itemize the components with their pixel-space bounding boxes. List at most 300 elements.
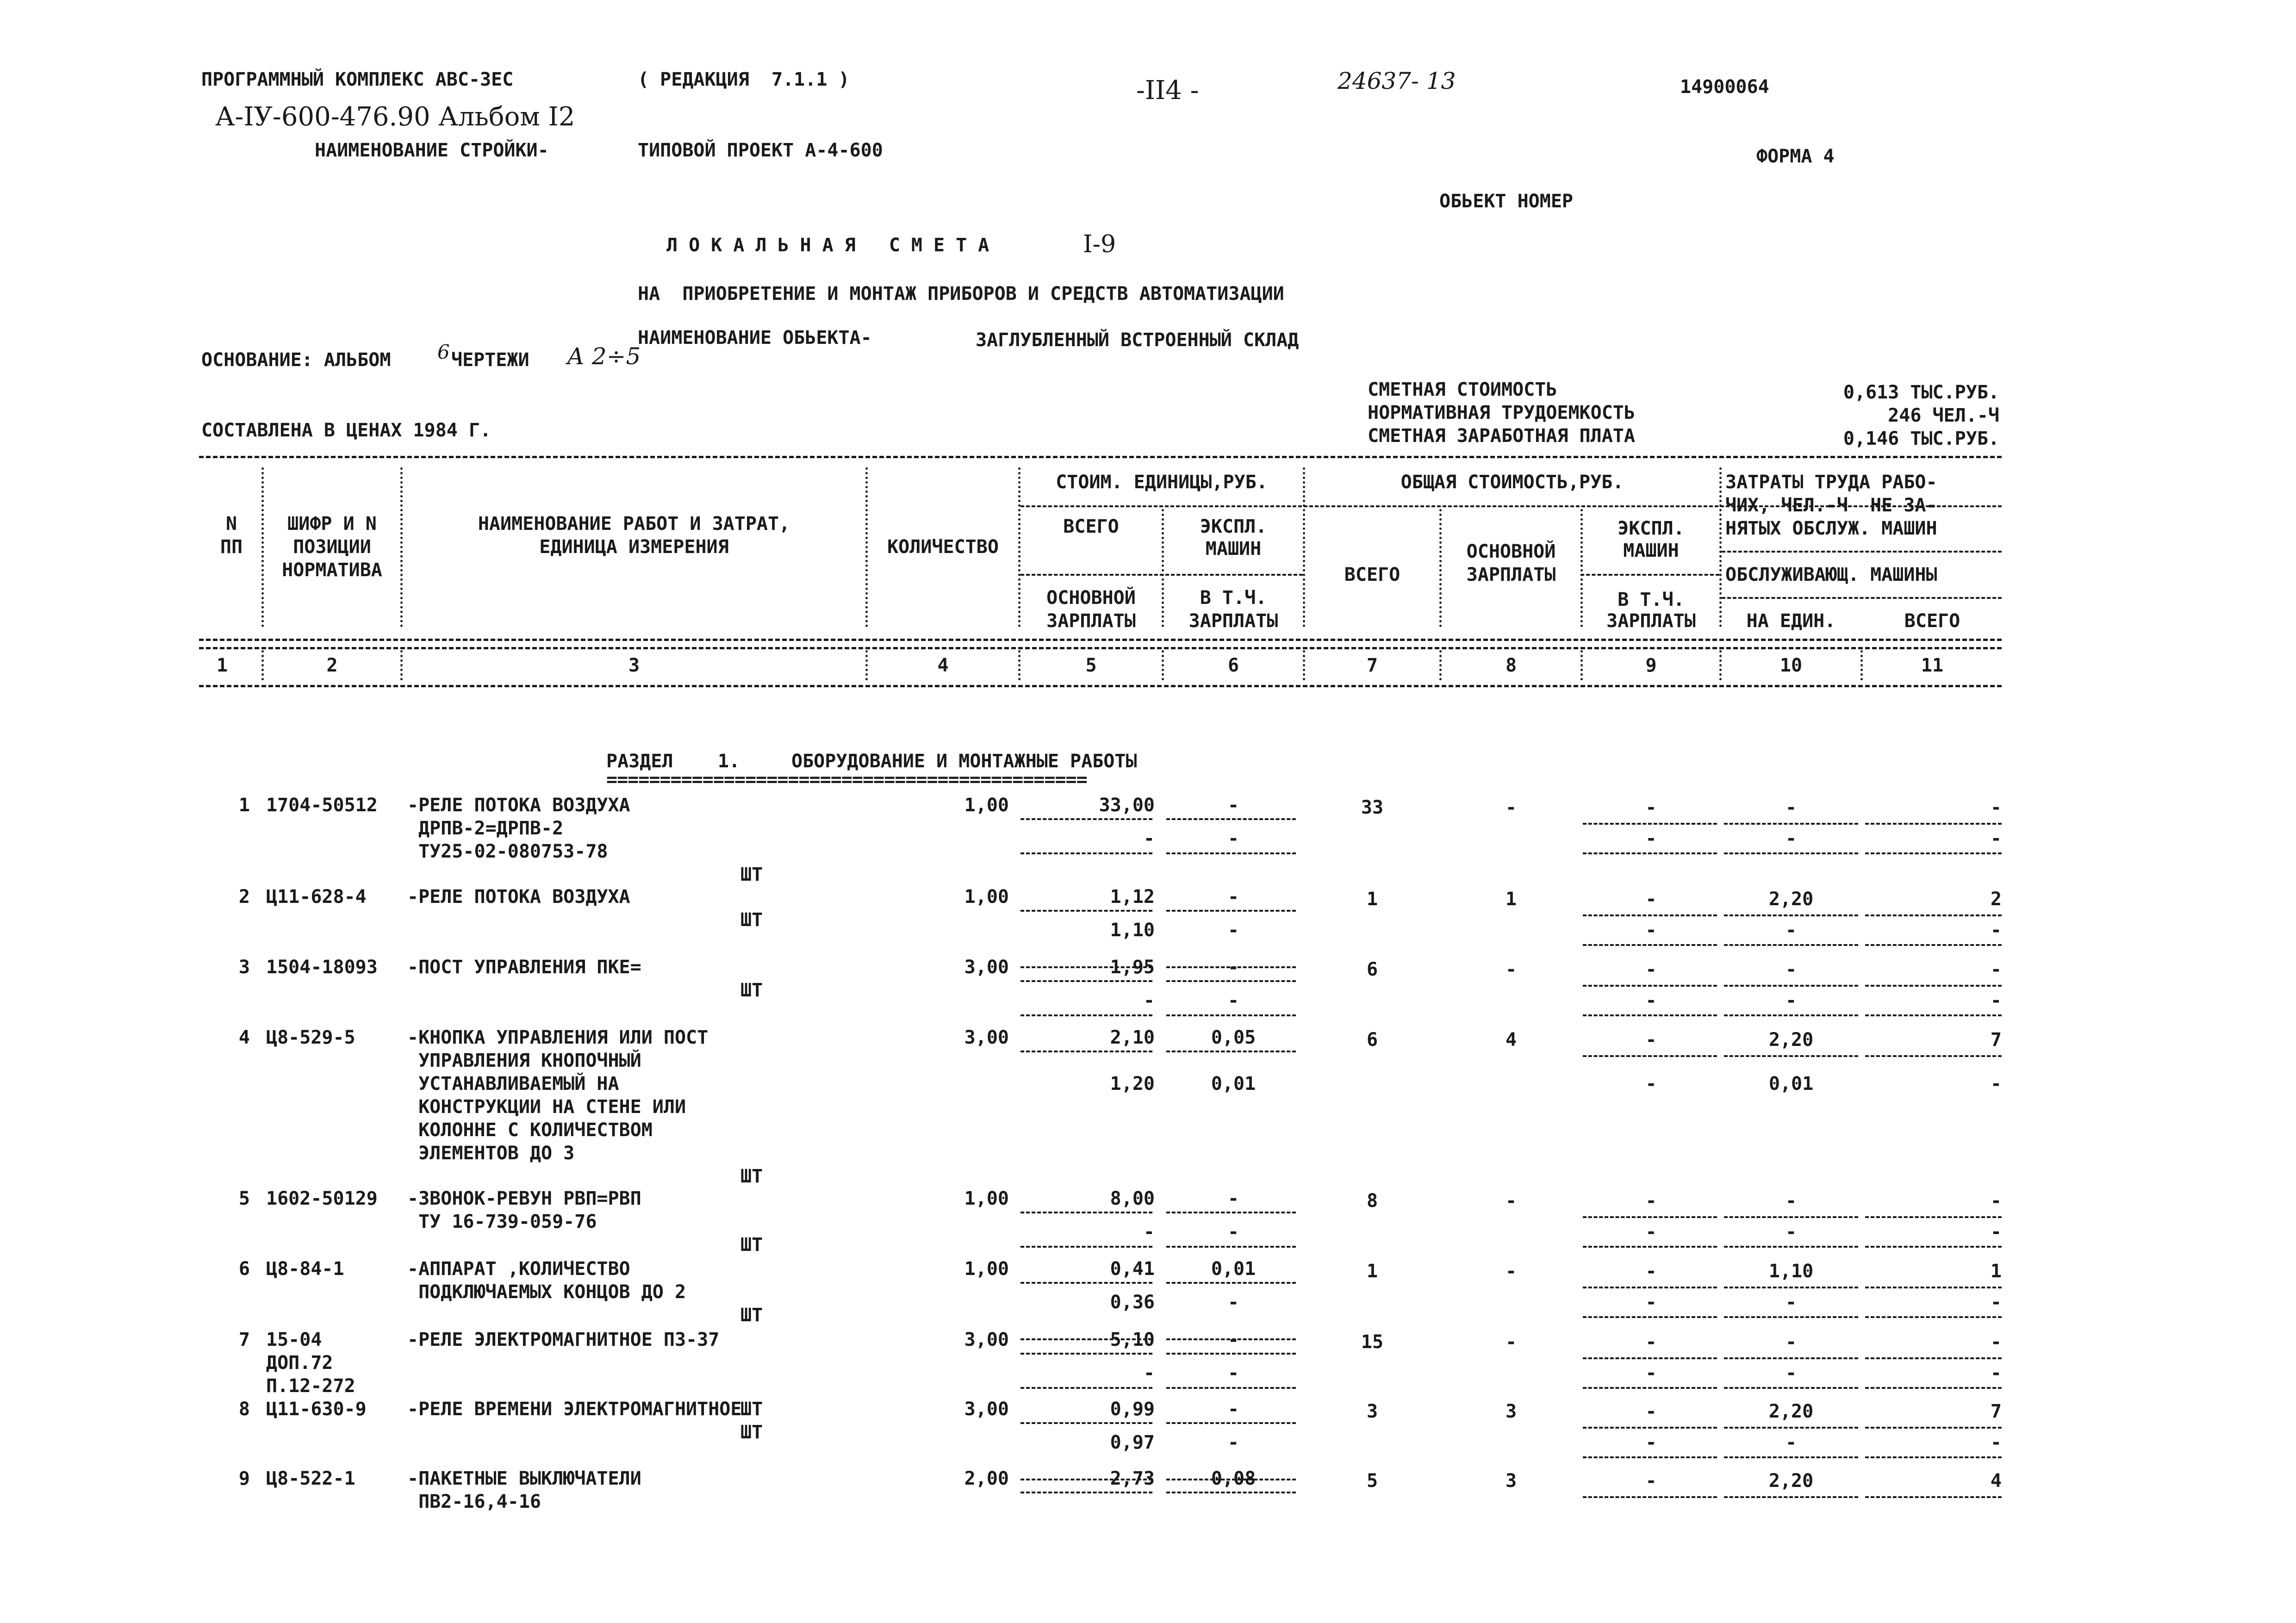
row-c11-secondary: - [1990, 1432, 2002, 1453]
cell-rule [1724, 852, 1858, 854]
row-name: -КНОПКА УПРАВЛЕНИЯ ИЛИ ПОСТ [407, 1027, 709, 1048]
row-c9: - [1645, 1401, 1657, 1422]
row-c5: 0,99 [1110, 1399, 1155, 1420]
cell-rule [1724, 1287, 1858, 1288]
object-name-value: ЗАГЛУБЛЕННЫЙ ВСТРОЕННЫЙ СКЛАД [976, 330, 1299, 351]
col-separator [1580, 650, 1583, 680]
row-number: 9 [238, 1468, 250, 1489]
row-qty: 1,00 [964, 1258, 1009, 1280]
summary-value: 246 ЧЕЛ.-Ч [1888, 405, 1999, 426]
row-unit: ШТ [740, 1234, 763, 1256]
row-c9: - [1645, 889, 1657, 910]
col-separator [261, 650, 264, 680]
document-title-number: I-9 [1083, 230, 1116, 258]
row-c6: 0,08 [1211, 1468, 1256, 1489]
basis-drawings: ЧЕРТЕЖИ [451, 349, 529, 371]
row-c6-secondary: - [1227, 1432, 1239, 1453]
col-8-header: ОСНОВНОЙ [1466, 541, 1556, 562]
row-c5: 2,10 [1110, 1027, 1155, 1048]
row-c10-secondary: - [1785, 920, 1797, 941]
cell-rule [1724, 1055, 1858, 1057]
object-number: ОБЬЕКТ НОМЕР [1439, 191, 1573, 212]
col-9-header: МАШИН [1623, 540, 1679, 561]
row-c6: - [1227, 1329, 1239, 1350]
row-c9: - [1645, 1331, 1657, 1353]
row-c9-secondary: - [1645, 828, 1657, 849]
col-number: 10 [1780, 655, 1803, 676]
object-name-label: НАИМЕНОВАНИЕ ОБЬЕКТА- [638, 327, 872, 348]
row-c5-secondary: - [1143, 990, 1155, 1011]
row-number: 2 [238, 886, 250, 908]
row-c10-secondary: - [1785, 828, 1797, 849]
cell-rule [1583, 914, 1717, 916]
row-c6: - [1227, 1188, 1239, 1209]
row-c10-secondary: - [1785, 1292, 1797, 1313]
row-c10-secondary: 0,01 [1768, 1073, 1814, 1094]
row-c5: 8,00 [1110, 1188, 1155, 1209]
cell-rule [1865, 1456, 2002, 1458]
row-unit: ШТ [740, 909, 763, 931]
cell-rule [1724, 1357, 1858, 1359]
row-c10-secondary: - [1785, 990, 1797, 1011]
row-c9-secondary: - [1645, 1292, 1657, 1313]
row-unit: ШТ [740, 1399, 763, 1420]
row-name: ПОДКЛЮЧАЕМЫХ КОНЦОВ ДО 2 [407, 1281, 686, 1303]
row-c9-secondary: - [1645, 990, 1657, 1011]
row-c8: - [1505, 1261, 1517, 1282]
cell-rule [1865, 1316, 2002, 1318]
row-c9-secondary: - [1645, 920, 1657, 941]
cell-rule [1166, 980, 1296, 982]
cell-rule [1583, 823, 1717, 825]
row-c5: 5,10 [1110, 1329, 1155, 1350]
cell-rule [1865, 914, 2002, 916]
cell-rule [1865, 1287, 2002, 1288]
col-number: 9 [1645, 655, 1657, 676]
cell-rule [1583, 1055, 1717, 1057]
page-number: -II4 - [1136, 75, 1199, 106]
col-11-header: ВСЕГО [1904, 610, 1960, 632]
col-9-header: ЗАРПЛАТЫ [1606, 610, 1696, 632]
row-name: КОЛОННЕ С КОЛИЧЕСТВОМ [407, 1119, 653, 1141]
row-c7: 1 [1366, 1261, 1378, 1282]
row-c9: - [1645, 1190, 1657, 1212]
cell-rule [1724, 914, 1858, 916]
summary-label: СМЕТНАЯ ЗАРАБОТНАЯ ПЛАТА [1368, 425, 1635, 447]
row-c10: 2,20 [1768, 1401, 1814, 1422]
row-c6: 0,05 [1211, 1027, 1256, 1048]
row-c6: - [1227, 795, 1239, 816]
header-bottom-rule [199, 685, 2002, 687]
row-qty: 3,00 [964, 1027, 1009, 1048]
col-separator [1719, 467, 1722, 627]
row-c9-secondary: - [1645, 1362, 1657, 1384]
row-c6: - [1227, 1399, 1239, 1420]
section-title: ОБОРУДОВАНИЕ И МОНТАЖНЫЕ РАБОТЫ [791, 751, 1137, 772]
construction-label: НАИМЕНОВАНИЕ СТРОЙКИ- [315, 140, 549, 161]
row-c8: 1 [1505, 889, 1517, 910]
summary-label: НОРМАТИВНАЯ ТРУДОЕМКОСТЬ [1368, 402, 1635, 423]
basis-label: ОСНОВАНИЕ: АЛЬБОМ [201, 349, 391, 371]
row-c5-secondary: 1,20 [1110, 1073, 1155, 1094]
col-name-header: ЕДИНИЦА ИЗМЕРЕНИЯ [539, 536, 729, 558]
row-c11: 4 [1990, 1470, 2002, 1492]
row-c6: - [1227, 886, 1239, 908]
cell-rule [1020, 852, 1152, 854]
cell-rule [1166, 1387, 1296, 1389]
row-name: УСТАНАВЛИВАЕМЫЙ НА [407, 1073, 619, 1094]
row-name: -ПОСТ УПРАВЛЕНИЯ ПКЕ= [407, 957, 641, 978]
cell-rule [1020, 1014, 1152, 1016]
cell-rule [1166, 818, 1296, 820]
row-c7: 5 [1366, 1470, 1378, 1492]
row-c6: - [1227, 957, 1239, 978]
row-code: 1602-50129 [266, 1188, 378, 1209]
cell-rule [1724, 1456, 1858, 1458]
row-c5-secondary: - [1143, 828, 1155, 849]
row-c7: 15 [1361, 1331, 1384, 1353]
col-code-header: НОРМАТИВА [282, 560, 382, 581]
row-c10: - [1785, 1331, 1797, 1353]
col-8-header: ЗАРПЛАТЫ [1466, 564, 1556, 585]
row-unit: ШТ [740, 1166, 763, 1187]
row-c7: 1 [1366, 889, 1378, 910]
row-c5: 2,73 [1110, 1468, 1155, 1489]
total-cost-header: ОБЩАЯ СТОИМОСТЬ,РУБ. [1400, 472, 1624, 493]
row-code: 1504-18093 [266, 957, 378, 978]
cell-rule [1020, 980, 1152, 982]
row-c5-secondary: 0,36 [1110, 1292, 1155, 1313]
row-c9: - [1645, 959, 1657, 980]
col-number: 3 [628, 655, 640, 676]
row-c5-secondary: - [1143, 1362, 1155, 1384]
col-n-header: N [225, 513, 237, 535]
col-number: 7 [1366, 655, 1378, 676]
header-mid-rule [199, 639, 2002, 641]
row-c6: 0,01 [1211, 1258, 1256, 1280]
program-name: ПРОГРАММНЫЙ КОМПЛЕКС АВС-3ЕС [201, 69, 514, 90]
row-name: ПВ2-16,4-16 [407, 1491, 541, 1512]
cell-rule [1166, 1282, 1296, 1284]
row-c8: - [1505, 1331, 1517, 1353]
row-c6-secondary: - [1227, 828, 1239, 849]
row-c11: - [1990, 959, 2002, 980]
header-rule [1722, 597, 2002, 599]
row-c5: 1,95 [1110, 957, 1155, 978]
row-name: -АППАРАТ ,КОЛИЧЕСТВО [407, 1258, 630, 1280]
cell-rule [1865, 1246, 2002, 1248]
row-code: Ц8-522-1 [266, 1468, 355, 1489]
document-subtitle: НА ПРИОБРЕТЕНИЕ И МОНТАЖ ПРИБОРОВ И СРЕДСТВ АВТОМАТИЗАЦИИ [638, 283, 1284, 305]
col-separator [1439, 650, 1442, 680]
col-5-header: ЗАРПЛАТЫ [1046, 610, 1136, 632]
edition: ( РЕДАКЦИЯ 7.1.1 ) [638, 69, 850, 90]
row-c5-secondary: - [1143, 1221, 1155, 1243]
col-6-header: ЭКСПЛ. [1200, 516, 1267, 537]
row-c8: - [1505, 797, 1517, 818]
col-separator [400, 650, 403, 680]
cell-rule [1865, 1357, 2002, 1359]
cell-rule [1020, 1387, 1152, 1389]
cell-rule [1166, 852, 1296, 854]
col-number: 1 [216, 655, 228, 676]
cell-rule [1583, 1456, 1717, 1458]
row-c9: - [1645, 1261, 1657, 1282]
summary-value: 0,146 ТЫС.РУБ. [1843, 428, 1999, 449]
cell-rule [1865, 823, 2002, 825]
document-title: ЛОКАЛЬНАЯ СМЕТА [666, 235, 1001, 256]
cell-rule [1724, 985, 1858, 987]
row-qty: 1,00 [964, 795, 1009, 816]
row-name: -РЕЛЕ ПОТОКА ВОЗДУХА [407, 795, 630, 816]
row-name: -РЕЛЕ ВРЕМЕНИ ЭЛЕКТРОМАГНИТНОЕ [407, 1399, 742, 1420]
section-label: РАЗДЕЛ 1. [606, 751, 740, 772]
cell-rule [1865, 1216, 2002, 1218]
labor-header: ЗАТРАТЫ ТРУДА РАБО- [1725, 472, 1937, 493]
cell-rule [1166, 910, 1296, 912]
header-top-rule [199, 456, 2002, 458]
row-c5: 1,12 [1110, 886, 1155, 908]
col-number: 2 [326, 655, 338, 676]
cell-rule [1166, 1422, 1296, 1424]
row-unit: ШТ [740, 1422, 763, 1443]
cell-rule [1583, 1316, 1717, 1318]
cell-rule [1865, 1427, 2002, 1429]
row-c6-secondary: - [1227, 990, 1239, 1011]
row-c6-secondary: 0,01 [1211, 1073, 1256, 1094]
cell-rule [1583, 1287, 1717, 1288]
row-name: -ПАКЕТНЫЕ ВЫКЛЮЧАТЕЛИ [407, 1468, 641, 1489]
cell-rule [1583, 1357, 1717, 1359]
row-code: П.12-272 [266, 1375, 355, 1397]
row-code: Ц11-630-9 [266, 1399, 367, 1420]
row-qty: 1,00 [964, 886, 1009, 908]
row-name: КОНСТРУКЦИИ НА СТЕНЕ ИЛИ [407, 1096, 686, 1118]
row-c11: 7 [1990, 1029, 2002, 1051]
summary-value: 0,613 ТЫС.РУБ. [1843, 382, 1999, 403]
cell-rule [1020, 1353, 1152, 1355]
row-c11: 1 [1990, 1261, 2002, 1282]
row-c9-secondary: - [1645, 1432, 1657, 1453]
row-c11-secondary: - [1990, 1362, 2002, 1384]
row-qty: 3,00 [964, 1329, 1009, 1350]
row-code: Ц8-529-5 [266, 1027, 355, 1048]
row-c8: - [1505, 959, 1517, 980]
row-c9: - [1645, 797, 1657, 818]
col-9-header: ЭКСПЛ. [1618, 518, 1685, 539]
row-c11-secondary: - [1990, 920, 2002, 941]
row-qty: 1,00 [964, 1188, 1009, 1209]
col-number: 8 [1505, 655, 1517, 676]
col-6-header: ЗАРПЛАТЫ [1188, 610, 1278, 632]
col-number: 4 [937, 655, 949, 676]
row-number: 6 [238, 1258, 250, 1280]
row-c11-secondary: - [1990, 1292, 2002, 1313]
cell-rule [1166, 1246, 1296, 1248]
col-code-header: ПОЗИЦИИ [293, 536, 371, 558]
row-c8: 4 [1505, 1029, 1517, 1051]
cell-rule [1020, 1246, 1152, 1248]
row-c5-secondary: 0,97 [1110, 1432, 1155, 1453]
row-code: 15-04 [266, 1329, 322, 1350]
row-c11-secondary: - [1990, 1073, 2002, 1094]
album-reference: А-IУ-600-476.90 Альбом I2 [215, 102, 575, 132]
summary-label: СМЕТНАЯ СТОИМОСТЬ [1368, 379, 1557, 400]
row-c10: 2,20 [1768, 1029, 1814, 1051]
cell-rule [1020, 1282, 1152, 1284]
col-separator [1162, 650, 1164, 680]
cell-rule [1020, 1422, 1152, 1424]
row-c8: 3 [1505, 1401, 1517, 1422]
row-c11: - [1990, 1331, 2002, 1353]
row-number: 8 [238, 1399, 250, 1420]
row-c10-secondary: - [1785, 1221, 1797, 1243]
row-c10: - [1785, 1190, 1797, 1212]
row-name: ТУ25-02-080753-78 [407, 841, 608, 862]
cell-rule [1865, 1387, 2002, 1389]
doc-number: 14900064 [1680, 76, 1769, 98]
cell-rule [1724, 823, 1858, 825]
cell-rule [1166, 1353, 1296, 1355]
cell-rule [1724, 1216, 1858, 1218]
cell-rule [1583, 985, 1717, 987]
cell-rule [1865, 852, 2002, 854]
cell-rule [1020, 1212, 1152, 1213]
col-code-header: ШИФР И N [287, 513, 377, 535]
row-c9: - [1645, 1029, 1657, 1051]
labor-header: ОБСЛУЖИВАЮЩ. МАШИНЫ [1725, 564, 1937, 585]
row-unit: ШТ [740, 980, 763, 1001]
row-number: 3 [238, 957, 250, 978]
cell-rule [1020, 1051, 1152, 1052]
row-name: ТУ 16-739-059-76 [407, 1211, 597, 1232]
row-c7: 33 [1361, 797, 1384, 818]
cell-rule [1865, 944, 2002, 946]
row-number: 7 [238, 1329, 250, 1350]
row-c10-secondary: - [1785, 1362, 1797, 1384]
cell-rule [1724, 1496, 1858, 1498]
cell-rule [1865, 1496, 2002, 1498]
cell-rule [1724, 1427, 1858, 1429]
basis-hand-album: 6 [437, 341, 450, 363]
cell-rule [1724, 1014, 1858, 1016]
labor-header: ЧИХ, ЧЕЛ.-Ч НЕ ЗА- [1725, 495, 1937, 516]
col-7-header: ВСЕГО [1344, 564, 1400, 585]
row-number: 1 [238, 795, 250, 816]
row-c7: 6 [1366, 959, 1378, 980]
cell-rule [1583, 852, 1717, 854]
prices-basis: СОСТАВЛЕНА В ЦЕНАХ 1984 Г. [201, 420, 492, 441]
row-name: ДРПВ-2=ДРПВ-2 [407, 818, 564, 839]
row-c8: 3 [1505, 1470, 1517, 1492]
cell-rule [1583, 1387, 1717, 1389]
cell-rule [1865, 1014, 2002, 1016]
row-c10: - [1785, 797, 1797, 818]
row-qty: 2,00 [964, 1468, 1009, 1489]
cell-rule [1166, 1051, 1296, 1052]
row-c10: 2,20 [1768, 889, 1814, 910]
col-separator [1860, 650, 1863, 680]
form-number: ФОРМА 4 [1756, 146, 1835, 167]
row-c11: - [1990, 1190, 2002, 1212]
cell-rule [1583, 944, 1717, 946]
header-rule [1722, 551, 2002, 553]
cell-rule [1166, 1014, 1296, 1016]
row-c6-secondary: - [1227, 920, 1239, 941]
row-c7: 3 [1366, 1401, 1378, 1422]
unit-cost-header: СТОИМ. ЕДИНИЦЫ,РУБ. [1056, 472, 1268, 493]
col-separator [1303, 650, 1305, 680]
row-c9-secondary: - [1645, 1221, 1657, 1243]
row-qty: 3,00 [964, 957, 1009, 978]
row-c10: - [1785, 959, 1797, 980]
col-separator [1719, 650, 1722, 680]
row-name: -РЕЛЕ ЭЛЕКТРОМАГНИТНОЕ ПЗ-37 [407, 1329, 720, 1350]
cell-rule [1020, 818, 1152, 820]
col-qty-header: КОЛИЧЕСТВО [887, 536, 999, 558]
col-5-header: ОСНОВНОЙ [1046, 587, 1136, 609]
row-c5-secondary: 1,10 [1110, 920, 1155, 941]
row-code: 1704-50512 [266, 795, 378, 816]
row-c6-secondary: - [1227, 1292, 1239, 1313]
row-c11: - [1990, 797, 2002, 818]
cell-rule [1583, 1427, 1717, 1429]
row-unit: ШТ [740, 1305, 763, 1326]
cell-rule [1583, 1216, 1717, 1218]
row-qty: 3,00 [964, 1399, 1009, 1420]
col-5-header: ВСЕГО [1063, 516, 1119, 537]
cell-rule [1166, 1212, 1296, 1213]
col-6-header: В Т.Ч. [1200, 587, 1267, 609]
row-c11-secondary: - [1990, 990, 2002, 1011]
cell-rule [1724, 944, 1858, 946]
col-10-header: НА ЕДИН. [1746, 610, 1836, 632]
construction-value: ТИПОВОЙ ПРОЕКТ А-4-600 [638, 140, 883, 161]
cell-rule [1865, 1055, 2002, 1057]
col-6-header: МАШИН [1205, 538, 1262, 560]
row-c5: 0,41 [1110, 1258, 1155, 1280]
row-c8: - [1505, 1190, 1517, 1212]
col-separator [1018, 650, 1020, 680]
row-name: ЭЛЕМЕНТОВ ДО 3 [407, 1143, 575, 1164]
row-code: Ц11-628-4 [266, 886, 367, 908]
cell-rule [1020, 910, 1152, 912]
col-name-header: НАИМЕНОВАНИЕ РАБОТ И ЗАТРАТ, [478, 513, 790, 535]
header-mid-rule-2 [199, 647, 2002, 649]
row-c11: 2 [1990, 889, 2002, 910]
row-c11: 7 [1990, 1401, 2002, 1422]
cell-rule [1724, 1246, 1858, 1248]
row-code: Ц8-84-1 [266, 1258, 344, 1280]
col-number: 5 [1085, 655, 1097, 676]
row-unit: ШТ [740, 864, 763, 885]
cell-rule [1583, 1014, 1717, 1016]
cell-rule [1865, 985, 2002, 987]
row-c7: 8 [1366, 1190, 1378, 1212]
row-c10: 1,10 [1768, 1261, 1814, 1282]
cell-rule [1020, 1492, 1152, 1493]
col-9-header: В Т.Ч. [1618, 589, 1685, 610]
handwritten-code: 24637- 13 [1338, 68, 1456, 94]
row-c7: 6 [1366, 1029, 1378, 1051]
cell-rule [1583, 1496, 1717, 1498]
row-number: 5 [238, 1188, 250, 1209]
row-number: 4 [238, 1027, 250, 1048]
row-c9-secondary: - [1645, 1073, 1657, 1094]
col-separator [865, 650, 868, 680]
row-c10: 2,20 [1768, 1470, 1814, 1492]
row-c11-secondary: - [1990, 1221, 2002, 1243]
